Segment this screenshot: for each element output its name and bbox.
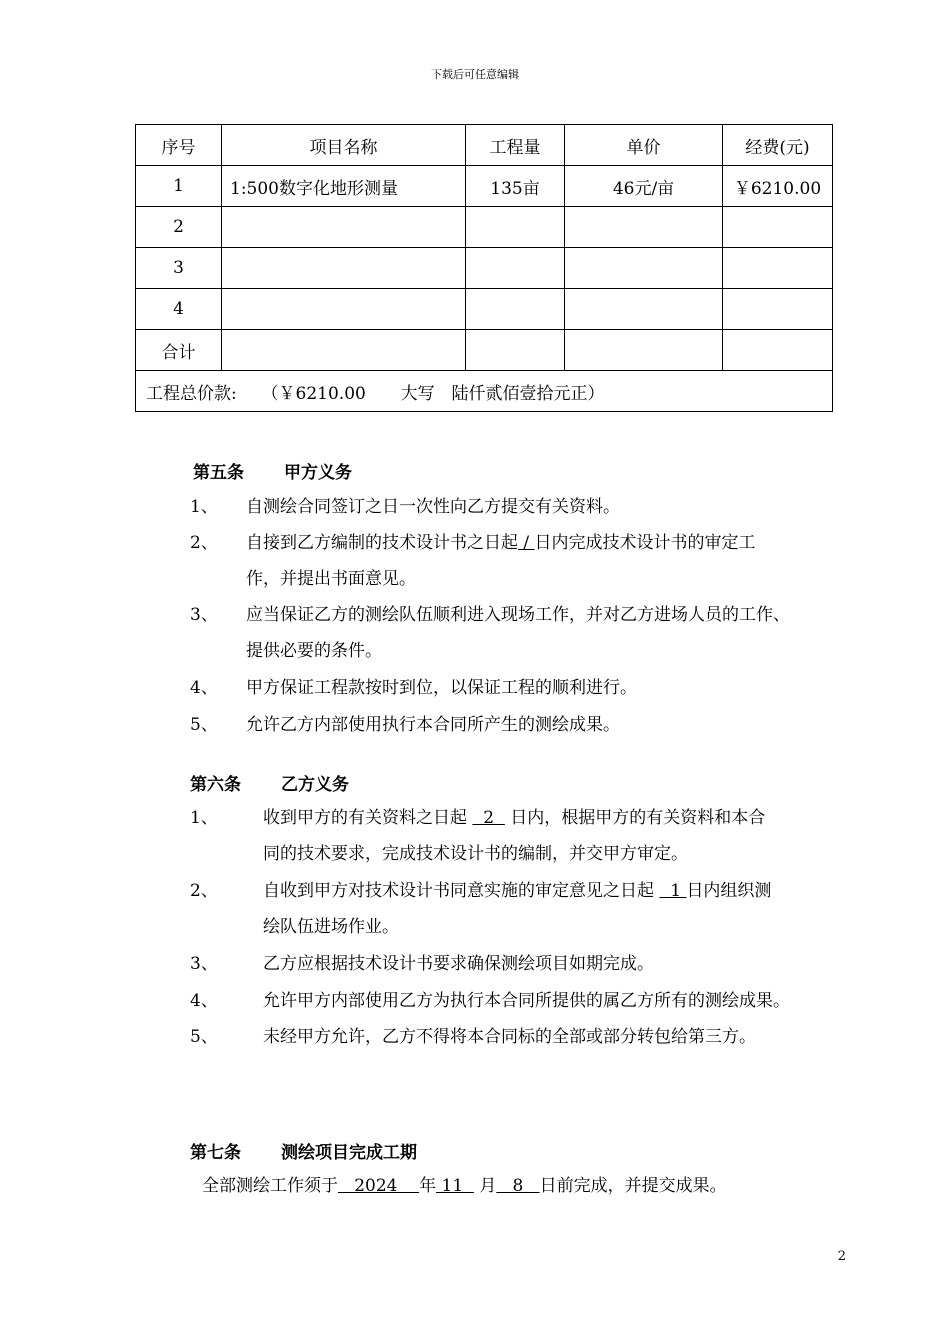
item-number: 3、 (190, 605, 218, 625)
cell-cost: ￥6210.00 (723, 166, 833, 207)
item-text: 日内，根据甲方的有关资料和本合 (510, 808, 766, 828)
item-text: 应当保证乙方的测绘队伍顺利进入现场工作，并对乙方进场人员的工作、 (246, 605, 790, 625)
cell-price (565, 207, 723, 248)
completion-line (0, 1168, 950, 1204)
article7-title: 测绘项目完成工期 (281, 1143, 417, 1163)
list-item (0, 525, 950, 597)
item-text: 自收到甲方对技术设计书同意实施的审定意见之日起 (263, 881, 654, 901)
total-cell (136, 371, 833, 412)
total-words-label: 大写 (400, 383, 435, 404)
cell-qty: 135亩 (466, 166, 565, 207)
item-text: 未经甲方允许，乙方不得将本合同标的全部或部分转包给第三方。 (263, 1027, 756, 1047)
cell-name: 1:500数字化地形测量 (222, 166, 466, 207)
item-number: 5、 (190, 1027, 218, 1047)
cell-qty (466, 330, 565, 371)
item-text: 日内组织测 (686, 881, 772, 901)
list-item (0, 873, 950, 945)
cell-no: 3 (136, 248, 222, 289)
cell-cost (723, 207, 833, 248)
list-item (0, 946, 950, 982)
cell-price (565, 289, 723, 330)
cell-no: 1 (136, 166, 222, 207)
total-label: 工程总价款: (146, 383, 237, 404)
year-blank: 2024 (338, 1176, 420, 1196)
table-row-subtotal (136, 330, 833, 371)
list-item (0, 597, 950, 669)
cell-name (222, 248, 466, 289)
table-header-row (136, 125, 833, 166)
cell-qty (466, 289, 565, 330)
item-number: 1、 (190, 808, 218, 828)
item-text: 允许乙方内部使用执行本合同所产生的测绘成果。 (246, 715, 620, 735)
cell-price: 46元/亩 (565, 166, 723, 207)
article6-heading (190, 770, 349, 795)
table-row (136, 166, 833, 207)
article6-number: 第六条 (190, 775, 241, 795)
article7-heading (190, 1138, 417, 1163)
cell-name (222, 207, 466, 248)
table-row (136, 248, 833, 289)
item-number: 4、 (190, 991, 218, 1011)
list-item (0, 1019, 950, 1055)
article6-title: 乙方义务 (281, 775, 349, 795)
list-item (0, 707, 950, 743)
item-text: 全部测绘工作须于 (202, 1176, 338, 1196)
cell-price (565, 330, 723, 371)
item-text: 日前完成，并提交成果。 (539, 1176, 727, 1196)
item-text: 允许甲方内部使用乙方为执行本合同所提供的属乙方所有的测绘成果。 (263, 991, 790, 1011)
table-row-total (136, 371, 833, 412)
year-label: 年 (419, 1176, 437, 1196)
cell-cost (723, 248, 833, 289)
item-text-continued: 作，并提出书面意见。 (246, 569, 416, 589)
item-number: 3、 (190, 954, 218, 974)
cost-table (135, 124, 833, 412)
item-text-continued: 绘队伍进场作业。 (263, 917, 399, 937)
total-words: 陆仟贰佰壹拾元正） (451, 383, 605, 404)
col-header-no: 序号 (136, 125, 222, 166)
item-text: 乙方应根据技术设计书要求确保测绘项目如期完成。 (263, 954, 654, 974)
day-blank: 8 (496, 1176, 540, 1196)
month-label: 月 (479, 1176, 497, 1196)
item-number: 1、 (190, 497, 218, 517)
cell-cost (723, 289, 833, 330)
list-item (0, 800, 950, 872)
col-header-cost: 经费(元) (723, 125, 833, 166)
cell-no: 合计 (136, 330, 222, 371)
item-number: 2、 (190, 881, 218, 901)
list-item (0, 489, 950, 525)
page-number: 2 (837, 1249, 846, 1264)
article7-number: 第七条 (190, 1143, 241, 1163)
col-header-name: 项目名称 (222, 125, 466, 166)
item-number: 5、 (190, 715, 218, 735)
table-row (136, 289, 833, 330)
item-number: 2、 (190, 533, 218, 553)
item-text: 收到甲方的有关资料之日起 (263, 808, 467, 828)
days-blank: 1 (659, 881, 687, 901)
days-blank: / (518, 533, 535, 553)
cell-qty (466, 207, 565, 248)
col-header-price: 单价 (565, 125, 723, 166)
list-item (0, 983, 950, 1019)
item-text: 日内完成技术设计书的审定工 (534, 533, 756, 553)
days-blank: 2 (472, 808, 505, 828)
item-text-continued: 提供必要的条件。 (246, 641, 382, 661)
item-number: 4、 (190, 678, 218, 698)
month-blank: 11 (436, 1176, 474, 1196)
table-row (136, 207, 833, 248)
item-text: 自测绘合同签订之日一次性向乙方提交有关资料。 (246, 497, 620, 517)
cell-name (222, 289, 466, 330)
col-header-qty: 工程量 (466, 125, 565, 166)
article5-heading (193, 458, 352, 483)
cell-no: 2 (136, 207, 222, 248)
cell-no: 4 (136, 289, 222, 330)
cell-name (222, 330, 466, 371)
page-header: 下载后可任意编辑 (431, 68, 519, 81)
cell-qty (466, 248, 565, 289)
cell-cost (723, 330, 833, 371)
item-text: 自接到乙方编制的技术设计书之日起 (246, 533, 518, 553)
list-item (0, 670, 950, 706)
cell-price (565, 248, 723, 289)
item-text-continued: 同的技术要求，完成技术设计书的编制，并交甲方审定。 (263, 844, 688, 864)
article5-number: 第五条 (193, 463, 244, 483)
total-amount: （￥6210.00 (261, 383, 366, 404)
item-text: 甲方保证工程款按时到位，以保证工程的顺利进行。 (246, 678, 637, 698)
article5-title: 甲方义务 (284, 463, 352, 483)
